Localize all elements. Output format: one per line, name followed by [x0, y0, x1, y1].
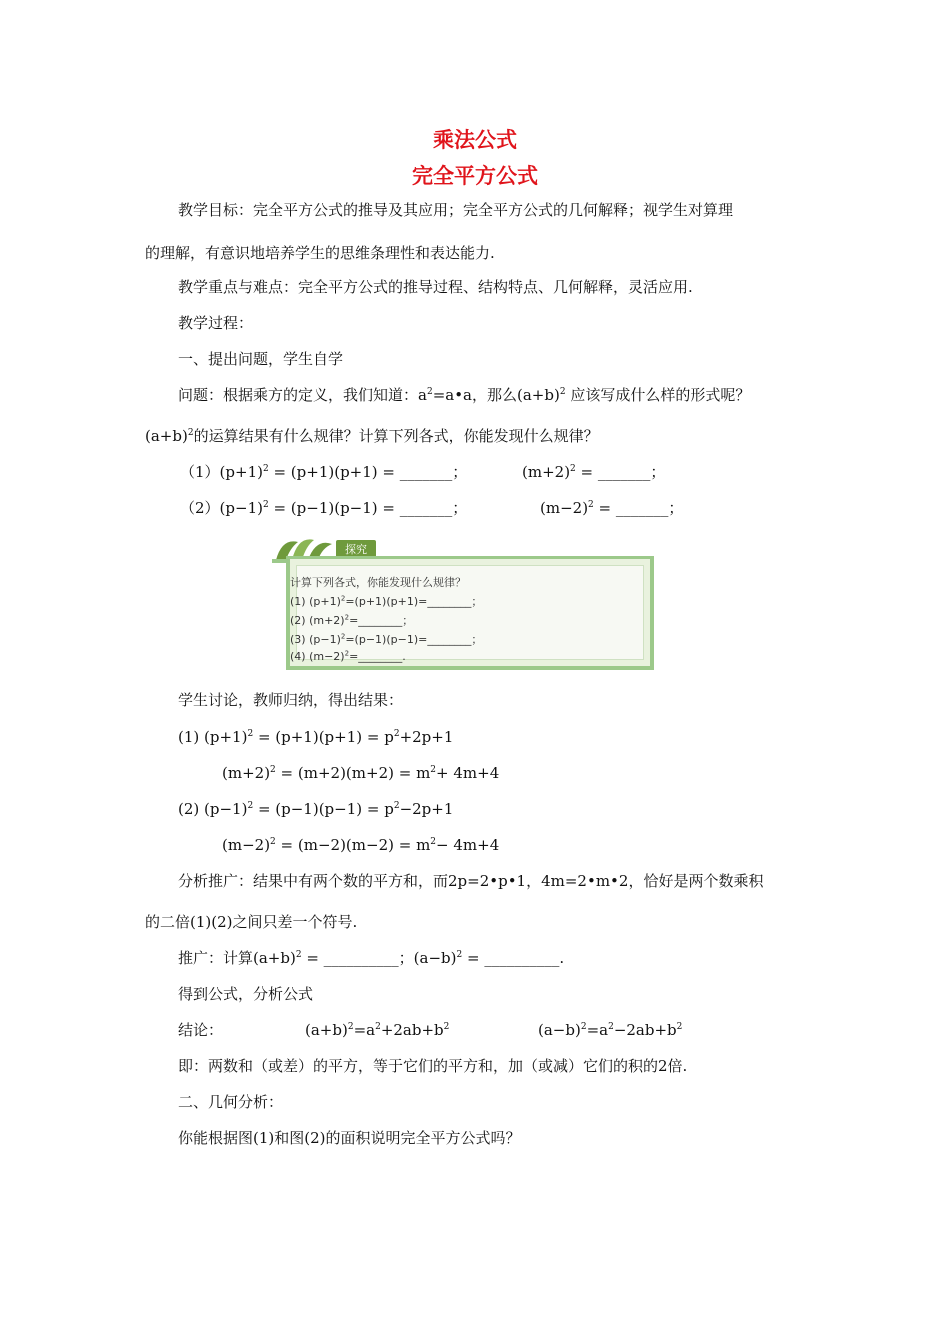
explore-l3b: =(p−1)(p−1)=________；	[345, 633, 483, 646]
sq: 2	[270, 765, 276, 775]
explore-l2a: (2) (m+2)	[290, 614, 345, 627]
sq: 2	[340, 594, 346, 603]
r2b3: − 4m+4	[436, 836, 500, 854]
f2a: (a−b)	[538, 1021, 581, 1039]
doc-title: 乘法公式	[433, 128, 517, 152]
r1b: (m+2)	[222, 764, 271, 782]
gen-end: = __________.	[462, 949, 565, 967]
r1a2: = (p+1)(p+1) = p	[253, 728, 394, 746]
key-points: 教学重点与难点：完全平方公式的推导过程、结构特点、几何解释，灵活应用.	[178, 278, 693, 296]
gen-prefix: 推广：计算(a+b)	[178, 949, 296, 967]
get-formula-line: 得到公式，分析公式	[178, 985, 314, 1003]
result-1b	[222, 763, 499, 783]
sq: 2	[375, 1022, 381, 1032]
sq: 2	[608, 1022, 614, 1032]
explore-l4a: (4) (m−2)	[290, 650, 345, 663]
sq: 2	[588, 500, 594, 510]
explore-tag: 探究	[336, 540, 376, 560]
ex1-left2: = (p+1)(p+1) = _______；	[268, 463, 468, 481]
discussion-line: 学生讨论，教师归纳，得出结果：	[178, 691, 404, 709]
summary-line: 即：两数和（或差）的平方，等于它们的平方和，加（或减）它们的积的2倍.	[178, 1057, 688, 1075]
goals-line-2: 的理解，有意识地培养学生的思维条理性和表达能力.	[145, 244, 495, 262]
sq: 2	[393, 801, 400, 811]
sq: 2	[393, 729, 400, 739]
explore-l1b: =(p+1)(p+1)=________；	[345, 595, 483, 608]
r2a: (2) (p−1)	[178, 800, 248, 818]
question-line	[178, 385, 750, 405]
sq: 2	[295, 950, 302, 960]
ex2-right2: = _______；	[593, 499, 684, 517]
ex2-left: （2）(p−1)	[180, 499, 263, 517]
q-mid1: =a•a，那么(a+b)	[432, 386, 560, 404]
sq: 2	[426, 387, 433, 397]
sq: 2	[347, 1022, 354, 1032]
explore-prompt: 计算下列各式，你能发现什么规律？	[290, 576, 466, 589]
f1b: =a	[353, 1021, 376, 1039]
result-2b	[222, 835, 499, 855]
sq: 2	[340, 632, 346, 641]
sq: 2	[430, 765, 437, 775]
sq: 2	[580, 1022, 587, 1032]
gen-mid: = __________；(a−b)	[301, 949, 457, 967]
r1b2: = (m+2)(m+2) = m	[275, 764, 431, 782]
r1a: (1) (p+1)	[178, 728, 248, 746]
r1b3: + 4m+4	[436, 764, 500, 782]
r2a3: −2p+1	[399, 800, 454, 818]
geometry-question: 你能根据图(1)和图(2)的面积说明完全平方公式吗？	[178, 1129, 521, 1147]
ex2-left2: = (p−1)(p−1) = _______；	[268, 499, 468, 517]
explore-line-1	[290, 593, 482, 609]
ex1-right: (m+2)	[522, 463, 571, 481]
question-line-2	[145, 426, 599, 446]
explore-l4b: =________.	[349, 650, 406, 663]
generalize-line	[178, 948, 564, 968]
sq: 2	[456, 950, 463, 960]
analysis-line-2: 的二倍(1)(2)之间只差一个符号.	[145, 913, 358, 931]
sq: 2	[247, 729, 254, 739]
process-heading: 教学过程：	[178, 314, 254, 332]
explore-l2b: =________；	[349, 614, 414, 627]
q2-rest: 的运算结果有什么规律？计算下列各式，你能发现什么规律？	[193, 427, 599, 445]
ex1-right2: = _______；	[575, 463, 666, 481]
analysis-line-1: 分析推广：结果中有两个数的平方和，而2p=2•p•1，4m=2•m•2，恰好是两个数乘积	[178, 872, 764, 890]
sq: 2	[262, 500, 269, 510]
sq: 2	[443, 1022, 450, 1032]
exercise-1-left	[180, 462, 467, 482]
goals-line-1: 教学目标：完全平方公式的推导及其应用；完全平方公式的几何解释；视学生对算理	[178, 201, 734, 219]
f1a: (a+b)	[305, 1021, 348, 1039]
exercise-2-right	[540, 498, 683, 518]
section-1-heading: 一、提出问题，学生自学	[178, 350, 344, 368]
r2a2: = (p−1)(p−1) = p	[253, 800, 394, 818]
sq: 2	[344, 649, 350, 658]
exercise-1-right	[522, 462, 665, 482]
formula-sum	[305, 1020, 449, 1040]
f2b: =a	[586, 1021, 609, 1039]
sq: 2	[676, 1022, 683, 1032]
sq: 2	[559, 387, 566, 397]
explore-line-3	[290, 631, 482, 647]
f1c: +2ab+b	[380, 1021, 444, 1039]
ex2-right: (m−2)	[540, 499, 589, 517]
explore-l1a: (1) (p+1)	[290, 595, 341, 608]
q2-prefix: (a+b)	[145, 427, 188, 445]
exercise-2-left	[180, 498, 467, 518]
section-2-heading: 二、几何分析：	[178, 1093, 284, 1111]
r2b2: = (m−2)(m−2) = m	[275, 836, 431, 854]
r1a3: +2p+1	[399, 728, 454, 746]
ex1-left: （1）(p+1)	[180, 463, 263, 481]
explore-box	[272, 532, 656, 672]
sq: 2	[430, 837, 437, 847]
result-2a	[178, 799, 453, 819]
sq: 2	[187, 428, 194, 438]
result-1a	[178, 727, 453, 747]
explore-line-2	[290, 612, 413, 628]
sq: 2	[570, 464, 576, 474]
sq: 2	[270, 837, 276, 847]
f2c: −2ab+b	[613, 1021, 677, 1039]
q-mid2: 应该写成什么样的形式呢？	[565, 386, 751, 404]
conclusion-label: 结论：	[178, 1021, 224, 1039]
sq: 2	[247, 801, 254, 811]
r2b: (m−2)	[222, 836, 271, 854]
explore-l3a: (3) (p−1)	[290, 633, 341, 646]
formula-diff	[538, 1020, 682, 1040]
explore-line-4	[290, 650, 406, 663]
q-prefix: 问题：根据乘方的定义，我们知道：a	[178, 386, 427, 404]
sq: 2	[344, 613, 350, 622]
sq: 2	[262, 464, 269, 474]
doc-subtitle: 完全平方公式	[412, 164, 538, 188]
